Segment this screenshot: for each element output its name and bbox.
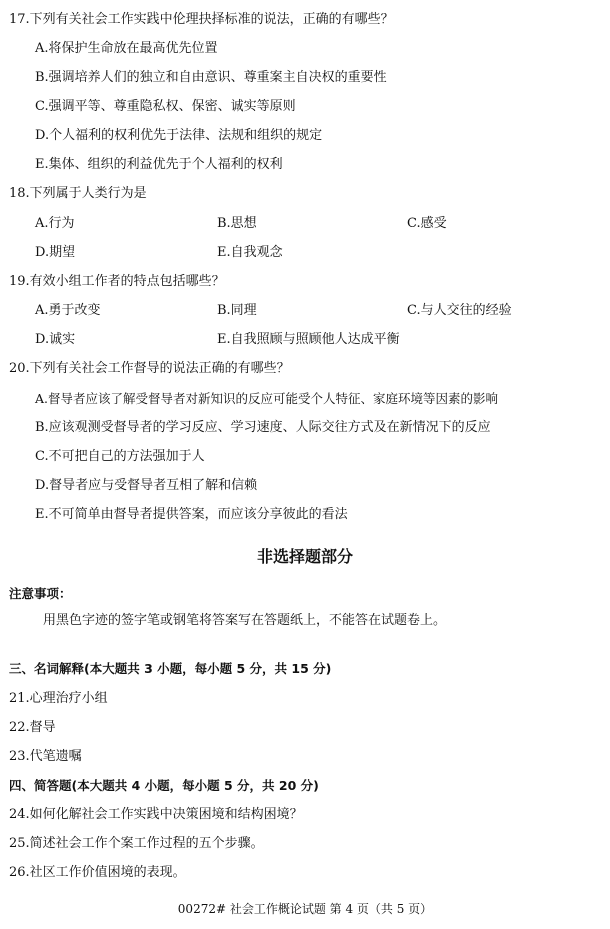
notice-heading: 注意事项： <box>9 586 72 601</box>
question-21: 21.心理治疗小组 <box>9 691 108 706</box>
question-19-option-b: B.同理 <box>217 303 257 318</box>
question-22: 22.督导 <box>9 720 56 735</box>
question-20-option-b: B.应该观测受督导者的学习反应、学习速度、人际交往方式及在新情况下的反应 <box>35 420 491 435</box>
question-17-option-d: D.个人福利的权利优先于法律、法规和组织的规定 <box>35 128 323 143</box>
question-19-option-e: E.自我照顾与照顾他人达成平衡 <box>217 332 400 347</box>
question-17-stem: 17.下列有关社会工作实践中伦理抉择标准的说法，正确的有哪些？ <box>9 12 394 27</box>
question-17-option-a: A.将保护生命放在最高优先位置 <box>35 41 218 56</box>
question-18-option-b: B.思想 <box>217 216 257 231</box>
question-25: 25.简述社会工作个案工作过程的五个步骤。 <box>9 836 264 851</box>
notice-text: 用黑色字迹的签字笔或钢笔将答案写在答题纸上，不能答在试题卷上。 <box>43 613 447 628</box>
question-18-option-a: A.行为 <box>35 216 75 231</box>
question-17-option-b: B.强调培养人们的独立和自由意识、尊重案主自决权的重要性 <box>35 70 387 85</box>
question-19-option-d: D.诚实 <box>35 332 76 347</box>
question-17-option-e: E.集体、组织的利益优先于个人福利的权利 <box>35 157 283 172</box>
question-19-option-a: A.勇于改变 <box>35 303 101 318</box>
question-20-stem: 20.下列有关社会工作督导的说法正确的有哪些？ <box>9 361 290 376</box>
question-18-option-e: E.自我观念 <box>217 245 283 260</box>
question-18-stem: 18.下列属于人类行为是 <box>9 186 147 201</box>
part-3-heading: 三、名词解释(本大题共 3 小题，每小题 5 分，共 15 分) <box>9 661 332 676</box>
question-20-option-d: D.督导者应与受督导者互相了解和信赖 <box>35 478 258 493</box>
question-18-option-d: D.期望 <box>35 245 76 260</box>
question-19-option-c: C.与人交往的经验 <box>407 303 512 318</box>
question-19-stem: 19.有效小组工作者的特点包括哪些？ <box>9 274 225 289</box>
question-26: 26.社区工作价值困境的表现。 <box>9 865 186 880</box>
part-4-heading: 四、简答题(本大题共 4 小题，每小题 5 分，共 20 分) <box>9 778 319 793</box>
page-footer: 00272# 社会工作概论试题 第 4 页（共 5 页） <box>177 902 433 916</box>
question-20-option-c: C.不可把自己的方法强加于人 <box>35 449 205 464</box>
question-23: 23.代笔遗嘱 <box>9 749 82 764</box>
section-title: 非选择题部分 <box>256 547 353 566</box>
question-20-option-a: A.督导者应该了解受督导者对新知识的反应可能受个人特征、家庭环境等因素的影响 <box>35 391 499 406</box>
question-20-option-e: E.不可简单由督导者提供答案，而应该分享彼此的看法 <box>35 507 348 522</box>
question-18-option-c: C.感受 <box>407 216 447 231</box>
question-17-option-c: C.强调平等、尊重隐私权、保密、诚实等原则 <box>35 99 296 114</box>
question-24: 24.如何化解社会工作实践中决策困境和结构困境？ <box>9 807 303 822</box>
